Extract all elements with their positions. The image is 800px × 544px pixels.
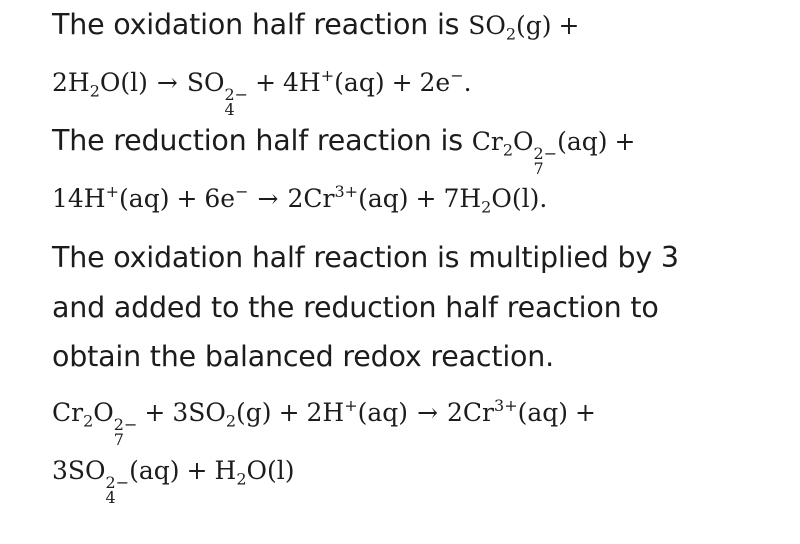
reduction-equation-part-2: $14H^+(aq) + 6e^- \to 2Cr^{3+}(aq) + 7H_2O(l)$. [52,182,548,217]
reduction-half-reaction-line-1 [52,124,643,176]
balanced-equation-part-1: $Cr_2O$ 2− 7 + $3SO_2(g) + 2H^+(aq) \to 2Cr^{3+}(aq)$ + [52,396,596,449]
reaction-arrow: → [156,68,178,97]
explanation-line-1: The oxidation half reaction is multiplied by 3 [52,241,679,274]
oxidation-equation-part-1: $SO_2(g)$ + [468,11,580,44]
reduction-equation-part-1: $Cr_2O$ 2− 7 (aq) + [471,127,636,178]
explanation-line-3: obtain the balanced redox reaction. [52,340,555,373]
reduction-intro-text: The reduction half reaction is [52,124,472,157]
oxidation-equation-part-2: $2H_2O(l)$ → SO 2− 4 + 4H+(aq) + 2e−. [52,66,472,119]
oxidation-half-reaction-line-1 [52,8,586,44]
explanation-line-2: and added to the reduction half reaction to [52,291,659,324]
oxidation-intro-text: The oxidation half reaction is [52,8,469,41]
balanced-equation-part-2: 3SO 2− 4 $(aq) + H_2O(l)$ [52,456,295,507]
reaction-arrow: → [257,184,279,213]
reaction-arrow: → [417,398,439,427]
